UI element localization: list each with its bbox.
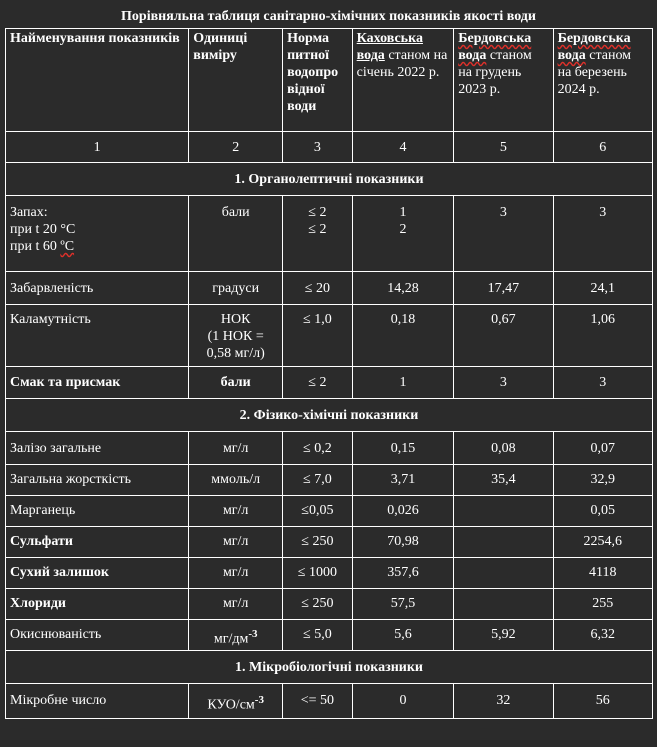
section-title-microbiological: 1. Мікробіологічні показники bbox=[6, 651, 653, 684]
norm-dry-residue: ≤ 1000 bbox=[283, 558, 353, 589]
value-sulfates-col6: 2254,6 bbox=[553, 527, 652, 558]
row-name-manganese: Марганець bbox=[6, 496, 189, 527]
table-row-manganese bbox=[6, 496, 653, 527]
unit-turbidity bbox=[189, 305, 283, 367]
value-dry-residue-col6: 4118 bbox=[553, 558, 652, 589]
header-date-mar-2024: станом на березень 2024 р. bbox=[557, 48, 632, 97]
value-hardness-col5: 35,4 bbox=[454, 465, 553, 496]
header-kakhovka-jan-2022 bbox=[352, 29, 454, 132]
norm-sulfates: ≤ 250 bbox=[283, 527, 353, 558]
table-row-smell bbox=[6, 196, 653, 272]
value-oxidability-col6: 6,32 bbox=[553, 620, 652, 651]
value-manganese-col6: 0,05 bbox=[553, 496, 652, 527]
unit-sulfates: мг/л bbox=[189, 527, 283, 558]
section-row-physchem bbox=[6, 399, 653, 432]
unit-microbial-exp: -3 bbox=[254, 694, 264, 706]
smell-label: Запах: bbox=[10, 205, 48, 220]
value-color-col4: 14,28 bbox=[352, 272, 454, 305]
value-oxidability-col5: 5,92 bbox=[454, 620, 553, 651]
norm-hardness: ≤ 7,0 bbox=[283, 465, 353, 496]
norm-taste: ≤ 2 bbox=[283, 367, 353, 399]
section-title-physchem: 2. Фізико-хімічні показники bbox=[6, 399, 653, 432]
value-turbidity-col6: 1,06 bbox=[553, 305, 652, 367]
value-sulfates-col4: 70,98 bbox=[352, 527, 454, 558]
norm-turbidity: ≤ 1,0 bbox=[283, 305, 353, 367]
section-title-organoleptic: 1. Органолептичні показники bbox=[6, 163, 653, 196]
norm-smell bbox=[283, 196, 353, 272]
table-row-dry-residue bbox=[6, 558, 653, 589]
norm-color: ≤ 20 bbox=[283, 272, 353, 305]
row-name-color: Забарвленість bbox=[6, 272, 189, 305]
unit-hardness: ммоль/л bbox=[189, 465, 283, 496]
header-source-berdovska-1: Бердовська вода bbox=[458, 31, 532, 63]
column-number: 1 bbox=[6, 132, 189, 163]
value-smell-col4 bbox=[352, 196, 454, 272]
value-chlorides-col4: 57,5 bbox=[352, 589, 454, 620]
smell-sub-60-unit: ºС bbox=[60, 239, 75, 254]
value-smell-60: 2 bbox=[399, 222, 407, 237]
value-smell-20: 1 bbox=[399, 205, 407, 220]
unit-microbial bbox=[189, 684, 283, 719]
unit-chlorides: мг/л bbox=[189, 589, 283, 620]
row-name-dry-residue: Сухий залишок bbox=[6, 558, 189, 589]
table-row-microbial bbox=[6, 684, 653, 719]
table-row-turbidity bbox=[6, 305, 653, 367]
unit-manganese: мг/л bbox=[189, 496, 283, 527]
row-name-microbial: Мікробне число bbox=[6, 684, 189, 719]
table-header-row bbox=[6, 29, 653, 132]
unit-oxidability bbox=[189, 620, 283, 651]
table-row-taste bbox=[6, 367, 653, 399]
unit-turbidity-c: 0,58 мг/л) bbox=[206, 346, 265, 361]
table-row-hardness bbox=[6, 465, 653, 496]
value-iron-col6: 0,07 bbox=[553, 432, 652, 465]
header-source-kakhovka: Каховська вода bbox=[356, 31, 423, 63]
value-taste-col6: 3 bbox=[553, 367, 652, 399]
unit-iron: мг/л bbox=[189, 432, 283, 465]
header-date-dec-2023: станом на грудень 2023 р. bbox=[458, 48, 532, 97]
column-number: 6 bbox=[553, 132, 652, 163]
section-row-microbiological bbox=[6, 651, 653, 684]
unit-color: градуси bbox=[189, 272, 283, 305]
header-indicator-name: Найменування показників bbox=[6, 29, 189, 132]
value-hardness-col4: 3,71 bbox=[352, 465, 454, 496]
page-title: Порівняльна таблиця санітарно-хімічних показників якості води bbox=[121, 9, 536, 24]
table-row-chlorides bbox=[6, 589, 653, 620]
table-row-sulfates bbox=[6, 527, 653, 558]
value-color-col6: 24,1 bbox=[553, 272, 652, 305]
row-name-chlorides: Хлориди bbox=[6, 589, 189, 620]
value-iron-col5: 0,08 bbox=[454, 432, 553, 465]
value-taste-col4: 1 bbox=[352, 367, 454, 399]
value-dry-residue-col4: 357,6 bbox=[352, 558, 454, 589]
unit-smell: бали bbox=[189, 196, 283, 272]
column-number: 5 bbox=[454, 132, 553, 163]
norm-smell-20: ≤ 2 bbox=[308, 205, 327, 220]
unit-oxidability-exp: -3 bbox=[248, 628, 258, 640]
column-number-row bbox=[6, 132, 653, 163]
value-sulfates-col5 bbox=[454, 527, 553, 558]
norm-microbial: <= 50 bbox=[283, 684, 353, 719]
row-name-oxidability: Окиснюваність bbox=[6, 620, 189, 651]
unit-microbial-base: КУО/см bbox=[207, 697, 255, 713]
header-norm: Норма питної водопро відної води bbox=[283, 29, 353, 132]
value-color-col5: 17,47 bbox=[454, 272, 553, 305]
row-name-taste: Смак та присмак bbox=[6, 367, 189, 399]
value-oxidability-col4: 5,6 bbox=[352, 620, 454, 651]
smell-sub-60 bbox=[10, 238, 184, 255]
header-units: Одиниці виміру bbox=[189, 29, 283, 132]
norm-smell-60: ≤ 2 bbox=[308, 222, 327, 237]
row-name-turbidity: Каламутність bbox=[6, 305, 189, 367]
unit-oxidability-base: мг/дм bbox=[213, 631, 249, 647]
value-hardness-col6: 32,9 bbox=[553, 465, 652, 496]
header-berdovska-mar-2024 bbox=[553, 29, 652, 132]
value-microbial-col4: 0 bbox=[352, 684, 454, 719]
unit-turbidity-a: НОК bbox=[220, 312, 251, 327]
header-source-berdovska-2: Бердовська вода bbox=[557, 31, 631, 63]
section-row-organoleptic bbox=[6, 163, 653, 196]
value-smell-col5: 3 bbox=[454, 196, 553, 272]
value-microbial-col5: 32 bbox=[454, 684, 553, 719]
row-name-iron: Залізо загальне bbox=[6, 432, 189, 465]
value-taste-col5: 3 bbox=[454, 367, 553, 399]
norm-manganese: ≤0,05 bbox=[283, 496, 353, 527]
header-berdovska-dec-2023 bbox=[454, 29, 553, 132]
table-row-color bbox=[6, 272, 653, 305]
unit-turbidity-b: (1 НОК = bbox=[207, 329, 264, 344]
column-number: 3 bbox=[283, 132, 353, 163]
row-name-sulfates: Сульфати bbox=[6, 527, 189, 558]
unit-taste: бали bbox=[189, 367, 283, 399]
value-manganese-col4: 0,026 bbox=[352, 496, 454, 527]
norm-iron: ≤ 0,2 bbox=[283, 432, 353, 465]
value-manganese-col5 bbox=[454, 496, 553, 527]
norm-chlorides: ≤ 250 bbox=[283, 589, 353, 620]
table-row-iron bbox=[6, 432, 653, 465]
column-number: 2 bbox=[189, 132, 283, 163]
value-dry-residue-col5 bbox=[454, 558, 553, 589]
unit-dry-residue: мг/л bbox=[189, 558, 283, 589]
row-name-hardness: Загальна жорсткість bbox=[6, 465, 189, 496]
row-name-smell bbox=[6, 196, 189, 272]
value-microbial-col6: 56 bbox=[553, 684, 652, 719]
value-smell-col6: 3 bbox=[553, 196, 652, 272]
smell-sub-60-prefix: при t 60 bbox=[10, 239, 61, 254]
norm-oxidability: ≤ 5,0 bbox=[283, 620, 353, 651]
value-turbidity-col4: 0,18 bbox=[352, 305, 454, 367]
table-row-oxidability bbox=[6, 620, 653, 651]
value-iron-col4: 0,15 bbox=[352, 432, 454, 465]
value-chlorides-col6: 255 bbox=[553, 589, 652, 620]
smell-sub-20: при t 20 °С bbox=[10, 222, 76, 237]
header-date-jan-2022: станом на січень 2022 р. bbox=[356, 48, 448, 80]
value-chlorides-col5 bbox=[454, 589, 553, 620]
comparison-table bbox=[5, 28, 653, 719]
value-turbidity-col5: 0,67 bbox=[454, 305, 553, 367]
column-number: 4 bbox=[352, 132, 454, 163]
